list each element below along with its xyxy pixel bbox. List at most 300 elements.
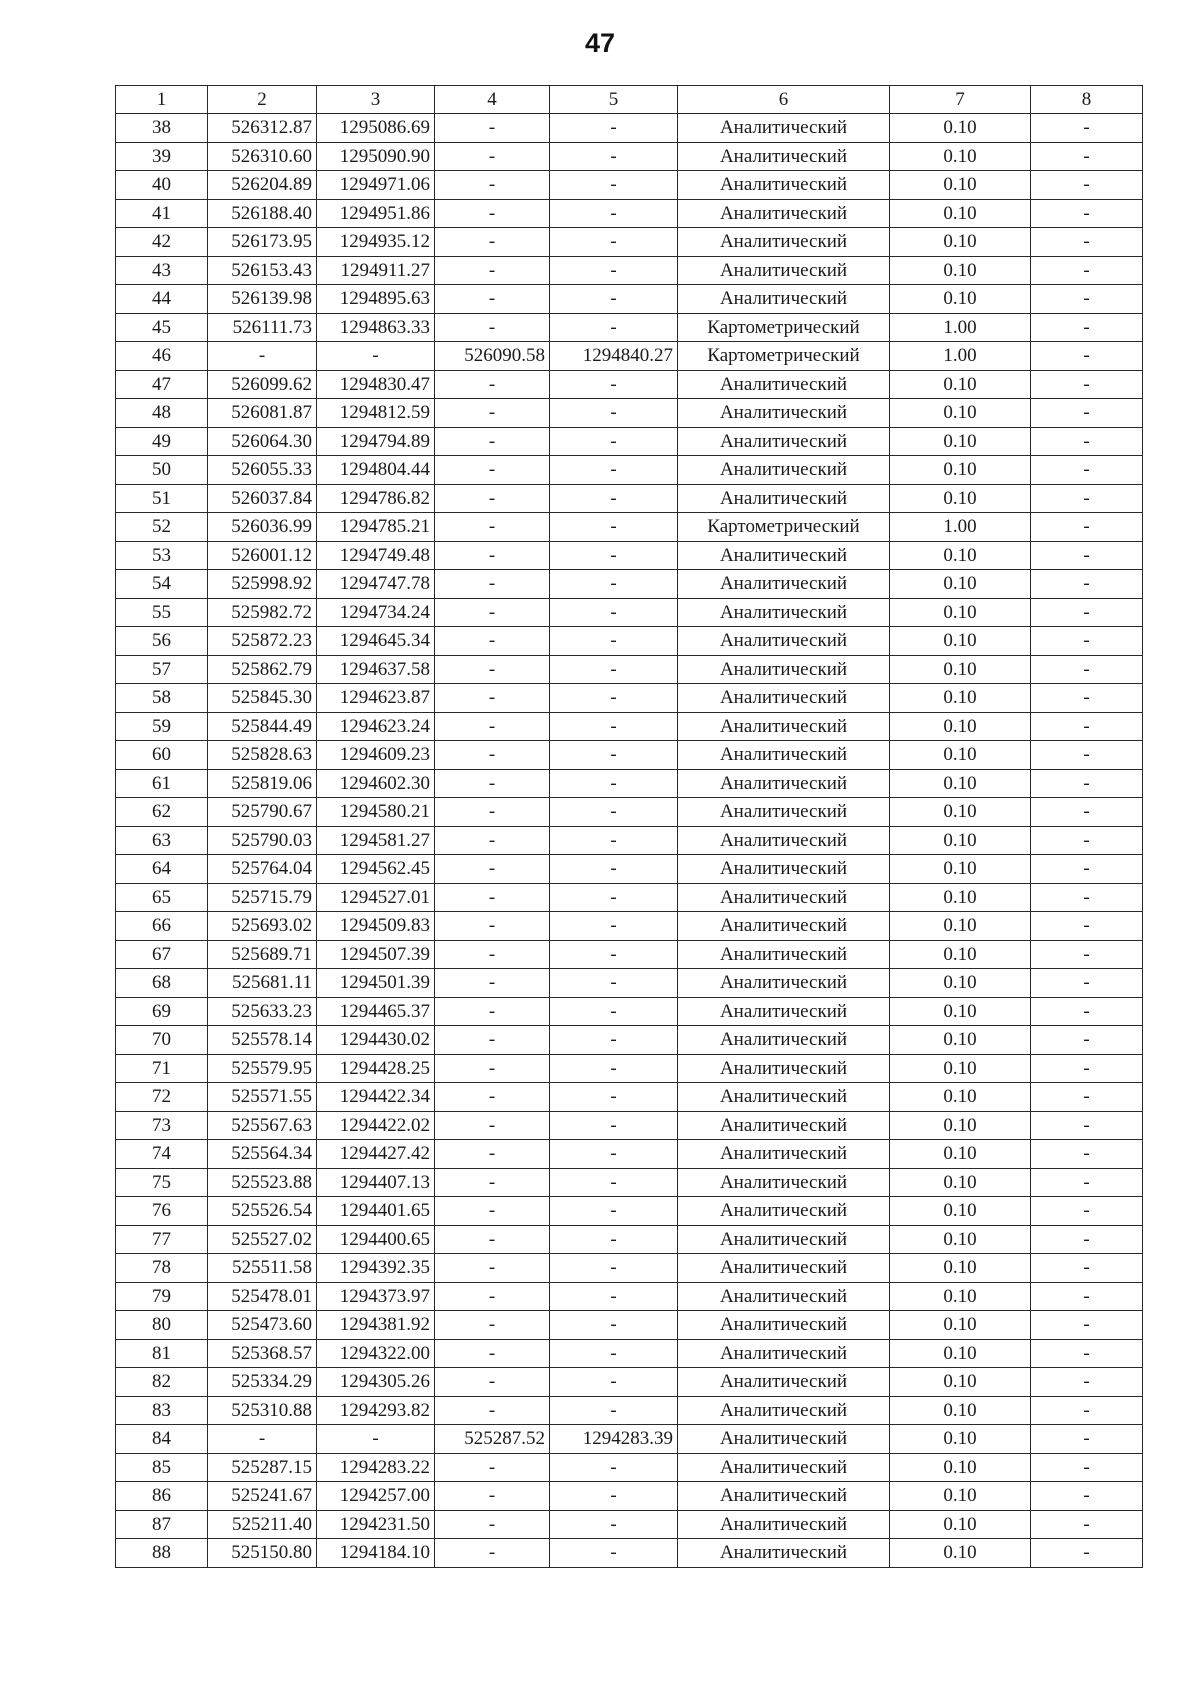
description-cell: - <box>1031 1539 1143 1568</box>
y-coordinate-cell: 1294422.34 <box>317 1083 435 1112</box>
y-new-cell: - <box>550 313 678 342</box>
y-coordinate-cell: 1294381.92 <box>317 1311 435 1340</box>
method-cell: Аналитический <box>678 1368 890 1397</box>
y-coordinate-cell: 1294257.00 <box>317 1482 435 1511</box>
y-new-cell: 1294840.27 <box>550 342 678 371</box>
point-number-cell: 51 <box>116 484 208 513</box>
table-row <box>116 598 1143 627</box>
table-row <box>116 997 1143 1026</box>
y-coordinate-cell: 1294580.21 <box>317 798 435 827</box>
table-row <box>116 313 1143 342</box>
description-cell: - <box>1031 712 1143 741</box>
point-number-cell: 74 <box>116 1140 208 1169</box>
y-coordinate-cell: 1294501.39 <box>317 969 435 998</box>
accuracy-cell: 0.10 <box>890 769 1031 798</box>
point-number-cell: 63 <box>116 826 208 855</box>
accuracy-cell: 0.10 <box>890 142 1031 171</box>
y-new-cell: - <box>550 1140 678 1169</box>
x-coordinate-cell: 526099.62 <box>208 370 317 399</box>
y-coordinate-cell: 1294231.50 <box>317 1510 435 1539</box>
y-new-cell: - <box>550 855 678 884</box>
x-coordinate-cell: 526204.89 <box>208 171 317 200</box>
x-new-cell: - <box>435 969 550 998</box>
y-new-cell: - <box>550 513 678 542</box>
description-cell: - <box>1031 228 1143 257</box>
x-new-cell: - <box>435 1482 550 1511</box>
accuracy-cell: 0.10 <box>890 1510 1031 1539</box>
y-coordinate-cell: 1294373.97 <box>317 1282 435 1311</box>
table-row <box>116 1339 1143 1368</box>
y-coordinate-cell: 1294602.30 <box>317 769 435 798</box>
method-cell: Аналитический <box>678 1168 890 1197</box>
y-new-cell: - <box>550 969 678 998</box>
x-coordinate-cell: 526037.84 <box>208 484 317 513</box>
y-coordinate-cell: 1294581.27 <box>317 826 435 855</box>
x-new-cell: - <box>435 142 550 171</box>
y-new-cell: - <box>550 1482 678 1511</box>
y-coordinate-cell: 1295090.90 <box>317 142 435 171</box>
x-coordinate-cell: 525473.60 <box>208 1311 317 1340</box>
table-row <box>116 1282 1143 1311</box>
accuracy-cell: 0.10 <box>890 427 1031 456</box>
y-new-cell: - <box>550 1054 678 1083</box>
point-number-cell: 67 <box>116 940 208 969</box>
table-row <box>116 1168 1143 1197</box>
description-cell: - <box>1031 741 1143 770</box>
x-new-cell: - <box>435 1339 550 1368</box>
method-cell: Аналитический <box>678 256 890 285</box>
method-cell: Аналитический <box>678 1140 890 1169</box>
method-cell: Аналитический <box>678 912 890 941</box>
description-cell: - <box>1031 627 1143 656</box>
y-new-cell: - <box>550 399 678 428</box>
y-new-cell: - <box>550 1111 678 1140</box>
point-number-cell: 71 <box>116 1054 208 1083</box>
method-cell: Аналитический <box>678 1510 890 1539</box>
method-cell: Аналитический <box>678 1054 890 1083</box>
y-coordinate-cell: 1294951.86 <box>317 199 435 228</box>
point-number-cell: 45 <box>116 313 208 342</box>
description-cell: - <box>1031 1339 1143 1368</box>
x-new-cell: - <box>435 285 550 314</box>
point-number-cell: 44 <box>116 285 208 314</box>
method-cell: Аналитический <box>678 798 890 827</box>
x-coordinate-cell: 525579.95 <box>208 1054 317 1083</box>
accuracy-cell: 0.10 <box>890 940 1031 969</box>
point-number-cell: 68 <box>116 969 208 998</box>
x-new-cell: - <box>435 627 550 656</box>
x-coordinate-cell: 526064.30 <box>208 427 317 456</box>
point-number-cell: 52 <box>116 513 208 542</box>
table-row <box>116 969 1143 998</box>
y-new-cell: - <box>550 712 678 741</box>
y-new-cell: - <box>550 598 678 627</box>
method-cell: Аналитический <box>678 541 890 570</box>
point-number-cell: 64 <box>116 855 208 884</box>
y-new-cell: - <box>550 1083 678 1112</box>
point-number-cell: 41 <box>116 199 208 228</box>
accuracy-cell: 0.10 <box>890 655 1031 684</box>
y-coordinate-cell: 1294863.33 <box>317 313 435 342</box>
x-new-cell: - <box>435 1054 550 1083</box>
point-number-cell: 60 <box>116 741 208 770</box>
x-new-cell: - <box>435 826 550 855</box>
table-row <box>116 541 1143 570</box>
y-coordinate-cell: 1295086.69 <box>317 114 435 143</box>
table-row <box>116 142 1143 171</box>
method-cell: Картометрический <box>678 313 890 342</box>
y-coordinate-cell: 1294830.47 <box>317 370 435 399</box>
accuracy-cell: 0.10 <box>890 712 1031 741</box>
page-number: 47 <box>584 28 616 58</box>
x-coordinate-cell: 525998.92 <box>208 570 317 599</box>
x-coordinate-cell: 526001.12 <box>208 541 317 570</box>
x-new-cell: - <box>435 256 550 285</box>
description-cell: - <box>1031 1254 1143 1283</box>
point-number-cell: 57 <box>116 655 208 684</box>
point-number-cell: 61 <box>116 769 208 798</box>
method-cell: Аналитический <box>678 741 890 770</box>
description-cell: - <box>1031 1111 1143 1140</box>
table-row <box>116 199 1143 228</box>
point-number-cell: 72 <box>116 1083 208 1112</box>
point-number-cell: 82 <box>116 1368 208 1397</box>
description-cell: - <box>1031 399 1143 428</box>
y-new-cell: - <box>550 684 678 713</box>
table-row <box>116 285 1143 314</box>
table-row <box>116 1396 1143 1425</box>
description-cell: - <box>1031 826 1143 855</box>
column-header: 5 <box>550 86 678 114</box>
x-coordinate-cell: 526055.33 <box>208 456 317 485</box>
x-coordinate-cell: 525633.23 <box>208 997 317 1026</box>
accuracy-cell: 0.10 <box>890 1225 1031 1254</box>
x-new-cell: - <box>435 114 550 143</box>
y-coordinate-cell: 1294407.13 <box>317 1168 435 1197</box>
y-new-cell: - <box>550 627 678 656</box>
method-cell: Картометрический <box>678 513 890 542</box>
point-number-cell: 50 <box>116 456 208 485</box>
x-new-cell: - <box>435 1140 550 1169</box>
x-coordinate-cell: 525689.71 <box>208 940 317 969</box>
y-new-cell: - <box>550 370 678 399</box>
column-header: 1 <box>116 86 208 114</box>
table-row <box>116 798 1143 827</box>
x-coordinate-cell: 525527.02 <box>208 1225 317 1254</box>
accuracy-cell: 0.10 <box>890 1197 1031 1226</box>
description-cell: - <box>1031 1425 1143 1454</box>
point-number-cell: 48 <box>116 399 208 428</box>
accuracy-cell: 0.10 <box>890 1111 1031 1140</box>
x-coordinate-cell: 525150.80 <box>208 1539 317 1568</box>
point-number-cell: 55 <box>116 598 208 627</box>
accuracy-cell: 0.10 <box>890 570 1031 599</box>
accuracy-cell: 0.10 <box>890 1140 1031 1169</box>
method-cell: Аналитический <box>678 1225 890 1254</box>
description-cell: - <box>1031 883 1143 912</box>
description-cell: - <box>1031 513 1143 542</box>
x-new-cell: - <box>435 171 550 200</box>
column-header: 4 <box>435 86 550 114</box>
x-new-cell: - <box>435 313 550 342</box>
y-new-cell: - <box>550 769 678 798</box>
x-new-cell: - <box>435 1396 550 1425</box>
y-coordinate-cell: 1294305.26 <box>317 1368 435 1397</box>
method-cell: Аналитический <box>678 1482 890 1511</box>
x-new-cell: - <box>435 883 550 912</box>
description-cell: - <box>1031 1453 1143 1482</box>
method-cell: Аналитический <box>678 627 890 656</box>
accuracy-cell: 0.10 <box>890 826 1031 855</box>
description-cell: - <box>1031 655 1143 684</box>
y-new-cell: - <box>550 741 678 770</box>
method-cell: Аналитический <box>678 171 890 200</box>
table-row <box>116 456 1143 485</box>
table-row <box>116 912 1143 941</box>
accuracy-cell: 0.10 <box>890 855 1031 884</box>
accuracy-cell: 0.10 <box>890 1168 1031 1197</box>
y-new-cell: - <box>550 456 678 485</box>
accuracy-cell: 0.10 <box>890 1254 1031 1283</box>
point-number-cell: 39 <box>116 142 208 171</box>
accuracy-cell: 0.10 <box>890 883 1031 912</box>
method-cell: Аналитический <box>678 1339 890 1368</box>
y-coordinate-cell: 1294428.25 <box>317 1054 435 1083</box>
point-number-cell: 83 <box>116 1396 208 1425</box>
x-coordinate-cell: 525828.63 <box>208 741 317 770</box>
coordinates-table <box>115 85 1143 1568</box>
y-coordinate-cell: 1294749.48 <box>317 541 435 570</box>
x-new-cell: - <box>435 1368 550 1397</box>
method-cell: Аналитический <box>678 399 890 428</box>
x-coordinate-cell: 526139.98 <box>208 285 317 314</box>
x-coordinate-cell: 525693.02 <box>208 912 317 941</box>
table-row <box>116 1140 1143 1169</box>
y-new-cell: - <box>550 826 678 855</box>
y-new-cell: - <box>550 285 678 314</box>
x-coordinate-cell: 525241.67 <box>208 1482 317 1511</box>
y-coordinate-cell: 1294465.37 <box>317 997 435 1026</box>
x-new-cell: - <box>435 712 550 741</box>
y-new-cell: - <box>550 1168 678 1197</box>
accuracy-cell: 0.10 <box>890 228 1031 257</box>
x-new-cell: - <box>435 1311 550 1340</box>
accuracy-cell: 0.10 <box>890 798 1031 827</box>
description-cell: - <box>1031 684 1143 713</box>
x-coordinate-cell: 525844.49 <box>208 712 317 741</box>
table-row <box>116 712 1143 741</box>
table-row <box>116 769 1143 798</box>
method-cell: Аналитический <box>678 484 890 513</box>
x-coordinate-cell: 525845.30 <box>208 684 317 713</box>
table-row <box>116 1254 1143 1283</box>
table-row <box>116 114 1143 143</box>
description-cell: - <box>1031 570 1143 599</box>
description-cell: - <box>1031 1026 1143 1055</box>
method-cell: Аналитический <box>678 855 890 884</box>
y-new-cell: - <box>550 1282 678 1311</box>
point-number-cell: 66 <box>116 912 208 941</box>
y-new-cell: - <box>550 1311 678 1340</box>
x-new-cell: - <box>435 1539 550 1568</box>
y-new-cell: - <box>550 1197 678 1226</box>
y-coordinate-cell: 1294609.23 <box>317 741 435 770</box>
point-number-cell: 87 <box>116 1510 208 1539</box>
point-number-cell: 43 <box>116 256 208 285</box>
y-coordinate-cell: 1294895.63 <box>317 285 435 314</box>
description-cell: - <box>1031 285 1143 314</box>
method-cell: Аналитический <box>678 1311 890 1340</box>
description-cell: - <box>1031 1482 1143 1511</box>
method-cell: Аналитический <box>678 883 890 912</box>
y-coordinate-cell: 1294645.34 <box>317 627 435 656</box>
y-coordinate-cell: 1294794.89 <box>317 427 435 456</box>
method-cell: Аналитический <box>678 712 890 741</box>
y-new-cell: - <box>550 1453 678 1482</box>
table-body <box>116 114 1143 1568</box>
table-row <box>116 427 1143 456</box>
accuracy-cell: 0.10 <box>890 1083 1031 1112</box>
description-cell: - <box>1031 114 1143 143</box>
point-number-cell: 80 <box>116 1311 208 1340</box>
x-coordinate-cell: - <box>208 342 317 371</box>
x-coordinate-cell: 525334.29 <box>208 1368 317 1397</box>
y-coordinate-cell: 1294812.59 <box>317 399 435 428</box>
y-new-cell: - <box>550 570 678 599</box>
point-number-cell: 47 <box>116 370 208 399</box>
description-cell: - <box>1031 199 1143 228</box>
y-new-cell: - <box>550 541 678 570</box>
table-row <box>116 1539 1143 1568</box>
point-number-cell: 69 <box>116 997 208 1026</box>
x-new-cell: - <box>435 912 550 941</box>
point-number-cell: 86 <box>116 1482 208 1511</box>
table-row <box>116 484 1143 513</box>
accuracy-cell: 0.10 <box>890 541 1031 570</box>
method-cell: Аналитический <box>678 142 890 171</box>
point-number-cell: 78 <box>116 1254 208 1283</box>
y-coordinate-cell: 1294734.24 <box>317 598 435 627</box>
table-row <box>116 370 1143 399</box>
y-coordinate-cell: 1294911.27 <box>317 256 435 285</box>
method-cell: Аналитический <box>678 1396 890 1425</box>
x-coordinate-cell: 525567.63 <box>208 1111 317 1140</box>
point-number-cell: 79 <box>116 1282 208 1311</box>
accuracy-cell: 0.10 <box>890 199 1031 228</box>
y-coordinate-cell: 1294804.44 <box>317 456 435 485</box>
method-cell: Аналитический <box>678 997 890 1026</box>
method-cell: Аналитический <box>678 598 890 627</box>
table-row <box>116 655 1143 684</box>
accuracy-cell: 0.10 <box>890 997 1031 1026</box>
point-number-cell: 56 <box>116 627 208 656</box>
accuracy-cell: 1.00 <box>890 313 1031 342</box>
x-coordinate-cell: 525287.15 <box>208 1453 317 1482</box>
x-new-cell: - <box>435 741 550 770</box>
table-row <box>116 1311 1143 1340</box>
table-row <box>116 171 1143 200</box>
y-coordinate-cell: 1294623.24 <box>317 712 435 741</box>
table-row <box>116 256 1143 285</box>
x-new-cell: - <box>435 1111 550 1140</box>
y-coordinate-cell: - <box>317 1425 435 1454</box>
accuracy-cell: 0.10 <box>890 1311 1031 1340</box>
method-cell: Картометрический <box>678 342 890 371</box>
description-cell: - <box>1031 912 1143 941</box>
x-coordinate-cell: 525564.34 <box>208 1140 317 1169</box>
x-coordinate-cell: 525790.67 <box>208 798 317 827</box>
y-new-cell: - <box>550 142 678 171</box>
y-new-cell: - <box>550 1510 678 1539</box>
accuracy-cell: 0.10 <box>890 256 1031 285</box>
y-new-cell: - <box>550 484 678 513</box>
point-number-cell: 88 <box>116 1539 208 1568</box>
y-coordinate-cell: 1294786.82 <box>317 484 435 513</box>
x-coordinate-cell: 526188.40 <box>208 199 317 228</box>
table-row <box>116 1197 1143 1226</box>
x-coordinate-cell: 525819.06 <box>208 769 317 798</box>
y-new-cell: - <box>550 1539 678 1568</box>
y-new-cell: - <box>550 199 678 228</box>
x-coordinate-cell: 525310.88 <box>208 1396 317 1425</box>
description-cell: - <box>1031 427 1143 456</box>
point-number-cell: 54 <box>116 570 208 599</box>
accuracy-cell: 0.10 <box>890 741 1031 770</box>
x-coordinate-cell: 525578.14 <box>208 1026 317 1055</box>
table-row <box>116 1425 1143 1454</box>
description-cell: - <box>1031 342 1143 371</box>
method-cell: Аналитический <box>678 1425 890 1454</box>
accuracy-cell: 0.10 <box>890 1368 1031 1397</box>
x-new-cell: - <box>435 684 550 713</box>
description-cell: - <box>1031 313 1143 342</box>
method-cell: Аналитический <box>678 427 890 456</box>
description-cell: - <box>1031 456 1143 485</box>
description-cell: - <box>1031 1083 1143 1112</box>
table-row <box>116 228 1143 257</box>
x-new-cell: - <box>435 513 550 542</box>
method-cell: Аналитический <box>678 769 890 798</box>
point-number-cell: 77 <box>116 1225 208 1254</box>
accuracy-cell: 0.10 <box>890 285 1031 314</box>
method-cell: Аналитический <box>678 570 890 599</box>
description-cell: - <box>1031 142 1143 171</box>
method-cell: Аналитический <box>678 1026 890 1055</box>
point-number-cell: 49 <box>116 427 208 456</box>
description-cell: - <box>1031 1282 1143 1311</box>
x-coordinate-cell: 526111.73 <box>208 313 317 342</box>
point-number-cell: 62 <box>116 798 208 827</box>
table-row <box>116 1225 1143 1254</box>
description-cell: - <box>1031 484 1143 513</box>
y-coordinate-cell: 1294747.78 <box>317 570 435 599</box>
x-coordinate-cell: 526153.43 <box>208 256 317 285</box>
y-new-cell: - <box>550 883 678 912</box>
description-cell: - <box>1031 940 1143 969</box>
table-row <box>116 684 1143 713</box>
table-row <box>116 826 1143 855</box>
y-coordinate-cell: 1294422.02 <box>317 1111 435 1140</box>
y-new-cell: - <box>550 1225 678 1254</box>
point-number-cell: 58 <box>116 684 208 713</box>
table-row <box>116 1111 1143 1140</box>
y-new-cell: - <box>550 1339 678 1368</box>
column-header: 3 <box>317 86 435 114</box>
accuracy-cell: 0.10 <box>890 484 1031 513</box>
y-new-cell: - <box>550 228 678 257</box>
accuracy-cell: 0.10 <box>890 1396 1031 1425</box>
table-row <box>116 940 1143 969</box>
